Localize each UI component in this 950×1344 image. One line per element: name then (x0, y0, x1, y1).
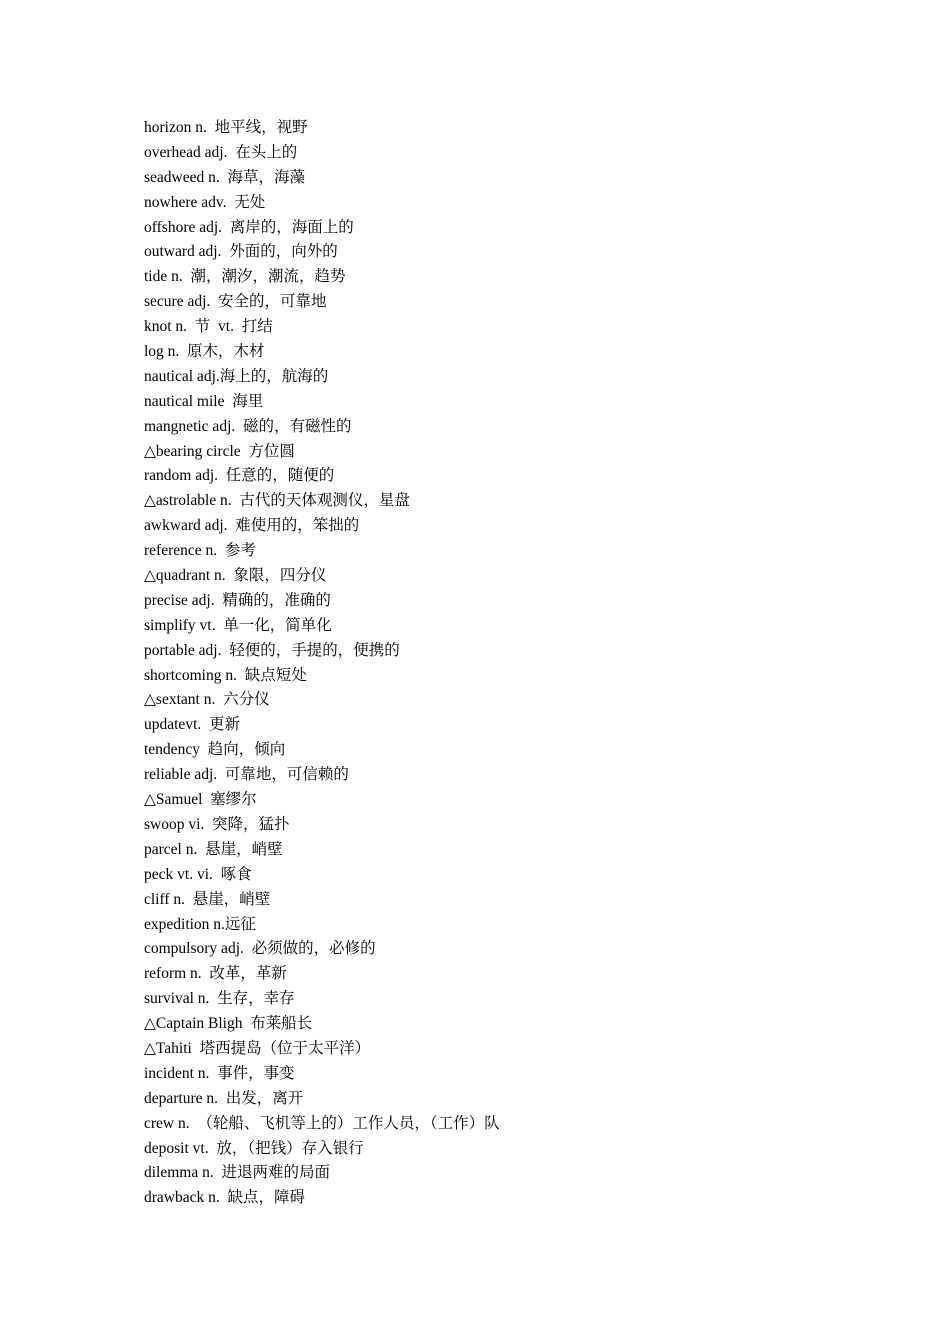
vocab-entry: simplify vt. 单一化，简单化 (144, 616, 332, 634)
vocab-entry: nowhere adv. 无处 (144, 193, 266, 211)
vocab-entry: swoop vi. 突降，猛扑 (144, 815, 290, 833)
vocab-entry: tide n. 潮，潮汐，潮流，趋势 (144, 268, 346, 286)
vocab-entry: knot n. 节 vt. 打结 (144, 318, 273, 336)
vocab-entry: △astrolable n. 古代的天体观测仪，星盘 (144, 492, 410, 510)
vocab-entry: drawback n. 缺点，障碍 (144, 1189, 305, 1207)
vocab-entry: deposit vt. 放，（把钱）存入银行 (144, 1139, 364, 1157)
vocab-entry: parcel n. 悬崖，峭壁 (144, 840, 283, 858)
vocab-entry: survival n. 生存，幸存 (144, 990, 295, 1008)
vocab-entry: outward adj. 外面的，向外的 (144, 243, 338, 261)
vocab-entry: awkward adj. 难使用的，笨拙的 (144, 517, 360, 535)
vocab-entry: dilemma n. 进退两难的局面 (144, 1164, 330, 1182)
vocab-entry: overhead adj. 在头上的 (144, 143, 298, 161)
vocab-entry: random adj. 任意的，随便的 (144, 467, 335, 485)
vocab-entry: reform n. 改革，革新 (144, 965, 287, 983)
vocab-entry: tendency 趋向，倾向 (144, 741, 286, 759)
vocab-entry: △sextant n. 六分仪 (144, 691, 270, 709)
vocab-entry: incident n. 事件，事变 (144, 1064, 295, 1082)
vocab-entry: △Tahiti 塔西提岛（位于太平洋） (144, 1039, 371, 1057)
vocab-entry: crew n. （轮船、飞机等上的）工作人员，（工作）队 (144, 1114, 500, 1132)
vocab-entry: △bearing circle 方位圆 (144, 442, 295, 460)
vocab-entry: portable adj. 轻便的，手提的，便携的 (144, 641, 400, 659)
vocab-entry: expedition n.远征 (144, 915, 256, 933)
vocab-entry: reliable adj. 可靠地，可信赖的 (144, 766, 349, 784)
vocab-entry: secure adj. 安全的，可靠地 (144, 293, 327, 311)
vocab-entry: log n. 原木，木材 (144, 343, 265, 361)
vocab-entry: △quadrant n. 象限，四分仪 (144, 567, 327, 585)
vocab-entry: seadweed n. 海草，海藻 (144, 168, 305, 186)
vocab-entry: shortcoming n. 缺点短处 (144, 666, 307, 684)
vocab-entry: △Samuel 塞缪尔 (144, 791, 257, 809)
vocab-entry: updatevt. 更新 (144, 716, 240, 734)
vocab-entry: compulsory adj. 必须做的，必修的 (144, 940, 376, 958)
vocab-entry: horizon n. 地平线，视野 (144, 119, 308, 136)
vocab-entry: nautical mile 海里 (144, 392, 264, 410)
vocab-entry: precise adj. 精确的，准确的 (144, 591, 331, 609)
vocab-entry: nautical adj.海上的，航海的 (144, 367, 329, 385)
vocab-entry: reference n. 参考 (144, 542, 256, 560)
vocab-entry: departure n. 出发，离开 (144, 1089, 304, 1107)
vocab-entry: peck vt. vi. 啄食 (144, 865, 252, 883)
vocab-entry: mangnetic adj. 磁的，有磁性的 (144, 417, 352, 435)
vocab-entry: offshore adj. 离岸的，海面上的 (144, 218, 354, 236)
vocabulary-list (144, 116, 500, 1211)
vocab-entry: cliff n. 悬崖，峭壁 (144, 890, 271, 908)
vocab-entry: △Captain Bligh 布莱船长 (144, 1015, 313, 1033)
